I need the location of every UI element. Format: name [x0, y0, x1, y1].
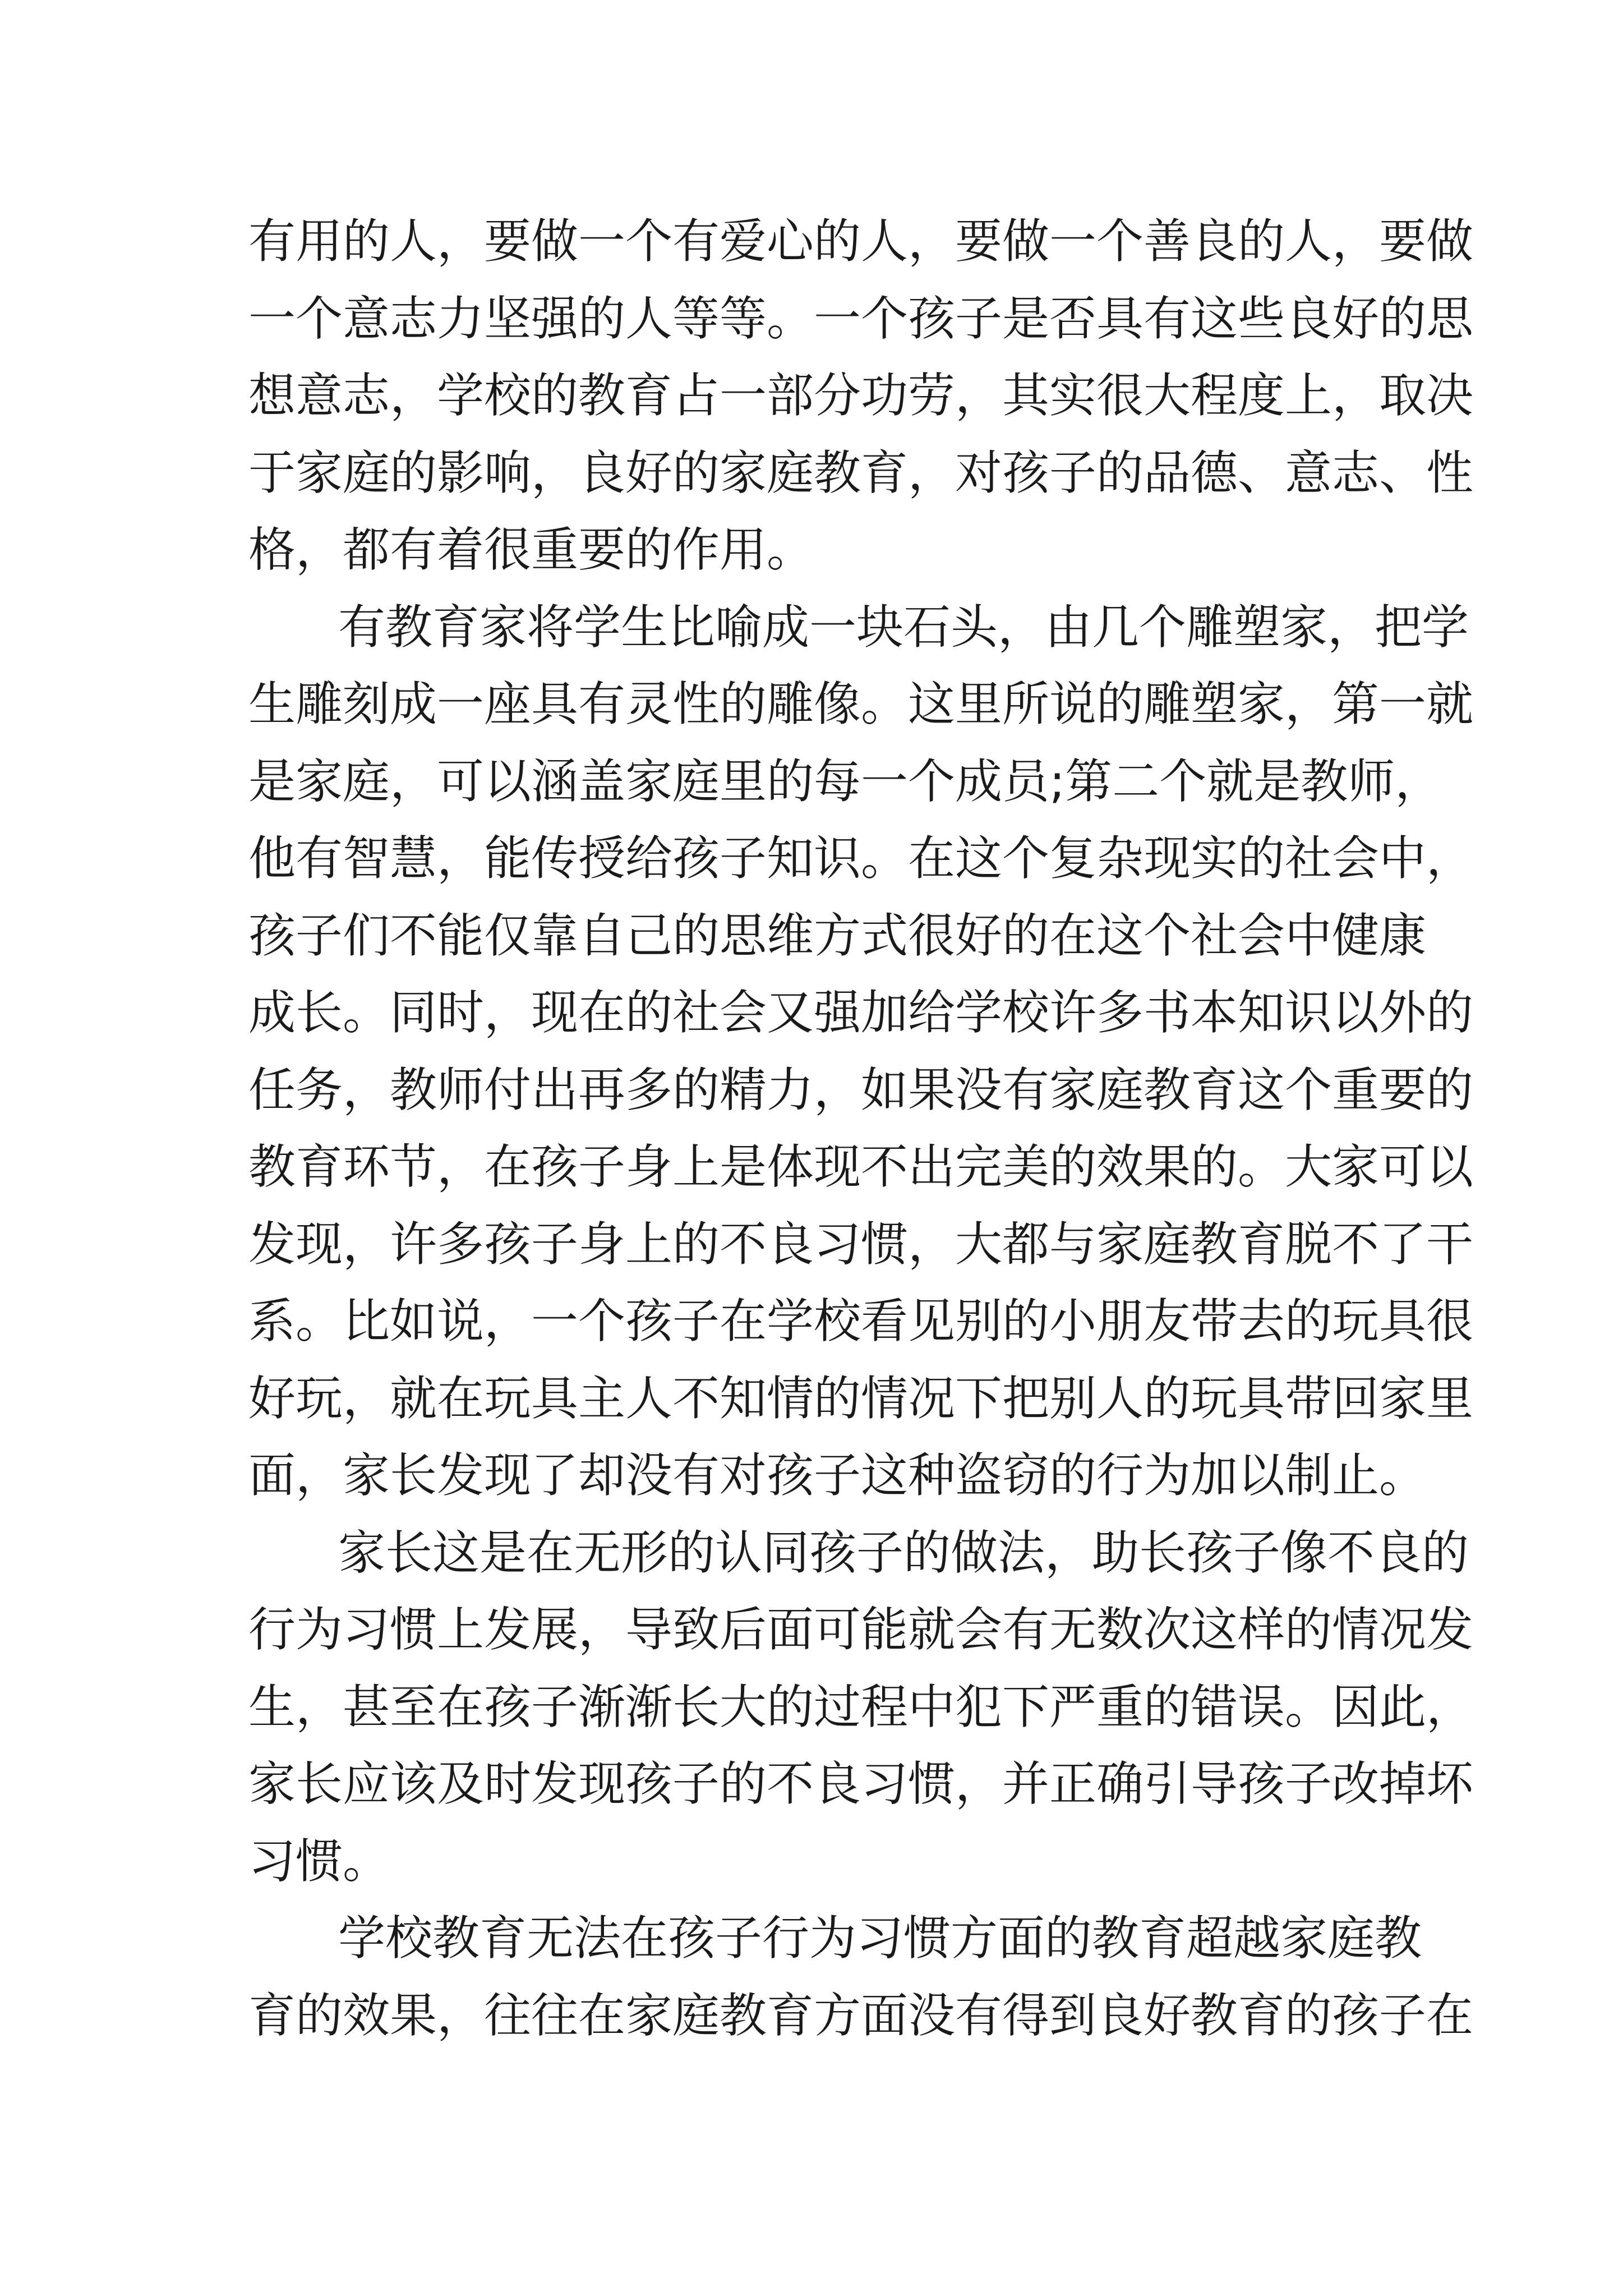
text-line: 行为习惯上发展，导致后面可能就会有无数次这样的情况发: [248, 1602, 1474, 1657]
text-line: 好玩，就在玩具主人不知情的情况下把别人的玩具带回家里: [248, 1370, 1474, 1426]
text-line: 教育环节，在孩子身上是体现不出完美的效果的。大家可以: [248, 1139, 1474, 1194]
text-line: 想意志，学校的教育占一部分功劳，其实很大程度上，取决: [248, 368, 1474, 423]
text-line: 生雕刻成一座具有灵性的雕像。这里所说的雕塑家，第一就: [248, 677, 1474, 731]
paragraph-first-line: 有教育家将学生比喻成一块石头，由几个雕塑家，把学: [338, 599, 1469, 655]
text-line: 有用的人，要做一个有爱心的人，要做一个善良的人，要做: [248, 214, 1474, 269]
text-line: 任务，教师付出再多的精力，如果没有家庭教育这个重要的: [248, 1062, 1474, 1117]
paragraph-first-line: 学校教育无法在孩子行为习惯方面的教育超越家庭教: [338, 1911, 1422, 1966]
text-line: 习惯。: [248, 1833, 390, 1889]
text-line: 发现，许多孩子身上的不良习惯，大都与家庭教育脱不了干: [248, 1216, 1474, 1272]
text-line: 孩子们不能仅靠自己的思维方式很好的在这个社会中健康: [248, 908, 1427, 963]
text-line: 育的效果，往往在家庭教育方面没有得到良好教育的孩子在: [248, 1987, 1474, 2043]
text-line: 面，家长发现了却没有对孩子这种盗窃的行为加以制止。: [248, 1448, 1427, 1503]
text-line: 是家庭，可以涵盖家庭里的每一个成员;第二个就是教师，: [248, 753, 1442, 809]
body-text: [248, 203, 1474, 2054]
text-line: 家长应该及时发现孩子的不良习惯，并正确引导孩子改掉坏: [248, 1756, 1474, 1811]
paragraph-first-line: 家长这是在无形的认同孩子的做法，助长孩子像不良的: [338, 1525, 1469, 1580]
text-line: 成长。同时，现在的社会又强加给学校许多书本知识以外的: [248, 985, 1474, 1040]
text-line: 于家庭的影响，良好的家庭教育，对孩子的品德、意志、性: [248, 445, 1474, 500]
text-line: 格，都有着很重要的作用。: [248, 522, 814, 577]
text-line: 系。比如说，一个孩子在学校看见别的小朋友带去的玩具很: [248, 1294, 1474, 1349]
text-line: 生，甚至在孩子渐渐长大的过程中犯下严重的错误。因此，: [248, 1679, 1474, 1734]
text-line: 一个意志力坚强的人等等。一个孩子是否具有这些良好的思: [248, 291, 1474, 346]
text-line: 他有智慧，能传授给孩子知识。在这个复杂现实的社会中，: [248, 831, 1474, 886]
